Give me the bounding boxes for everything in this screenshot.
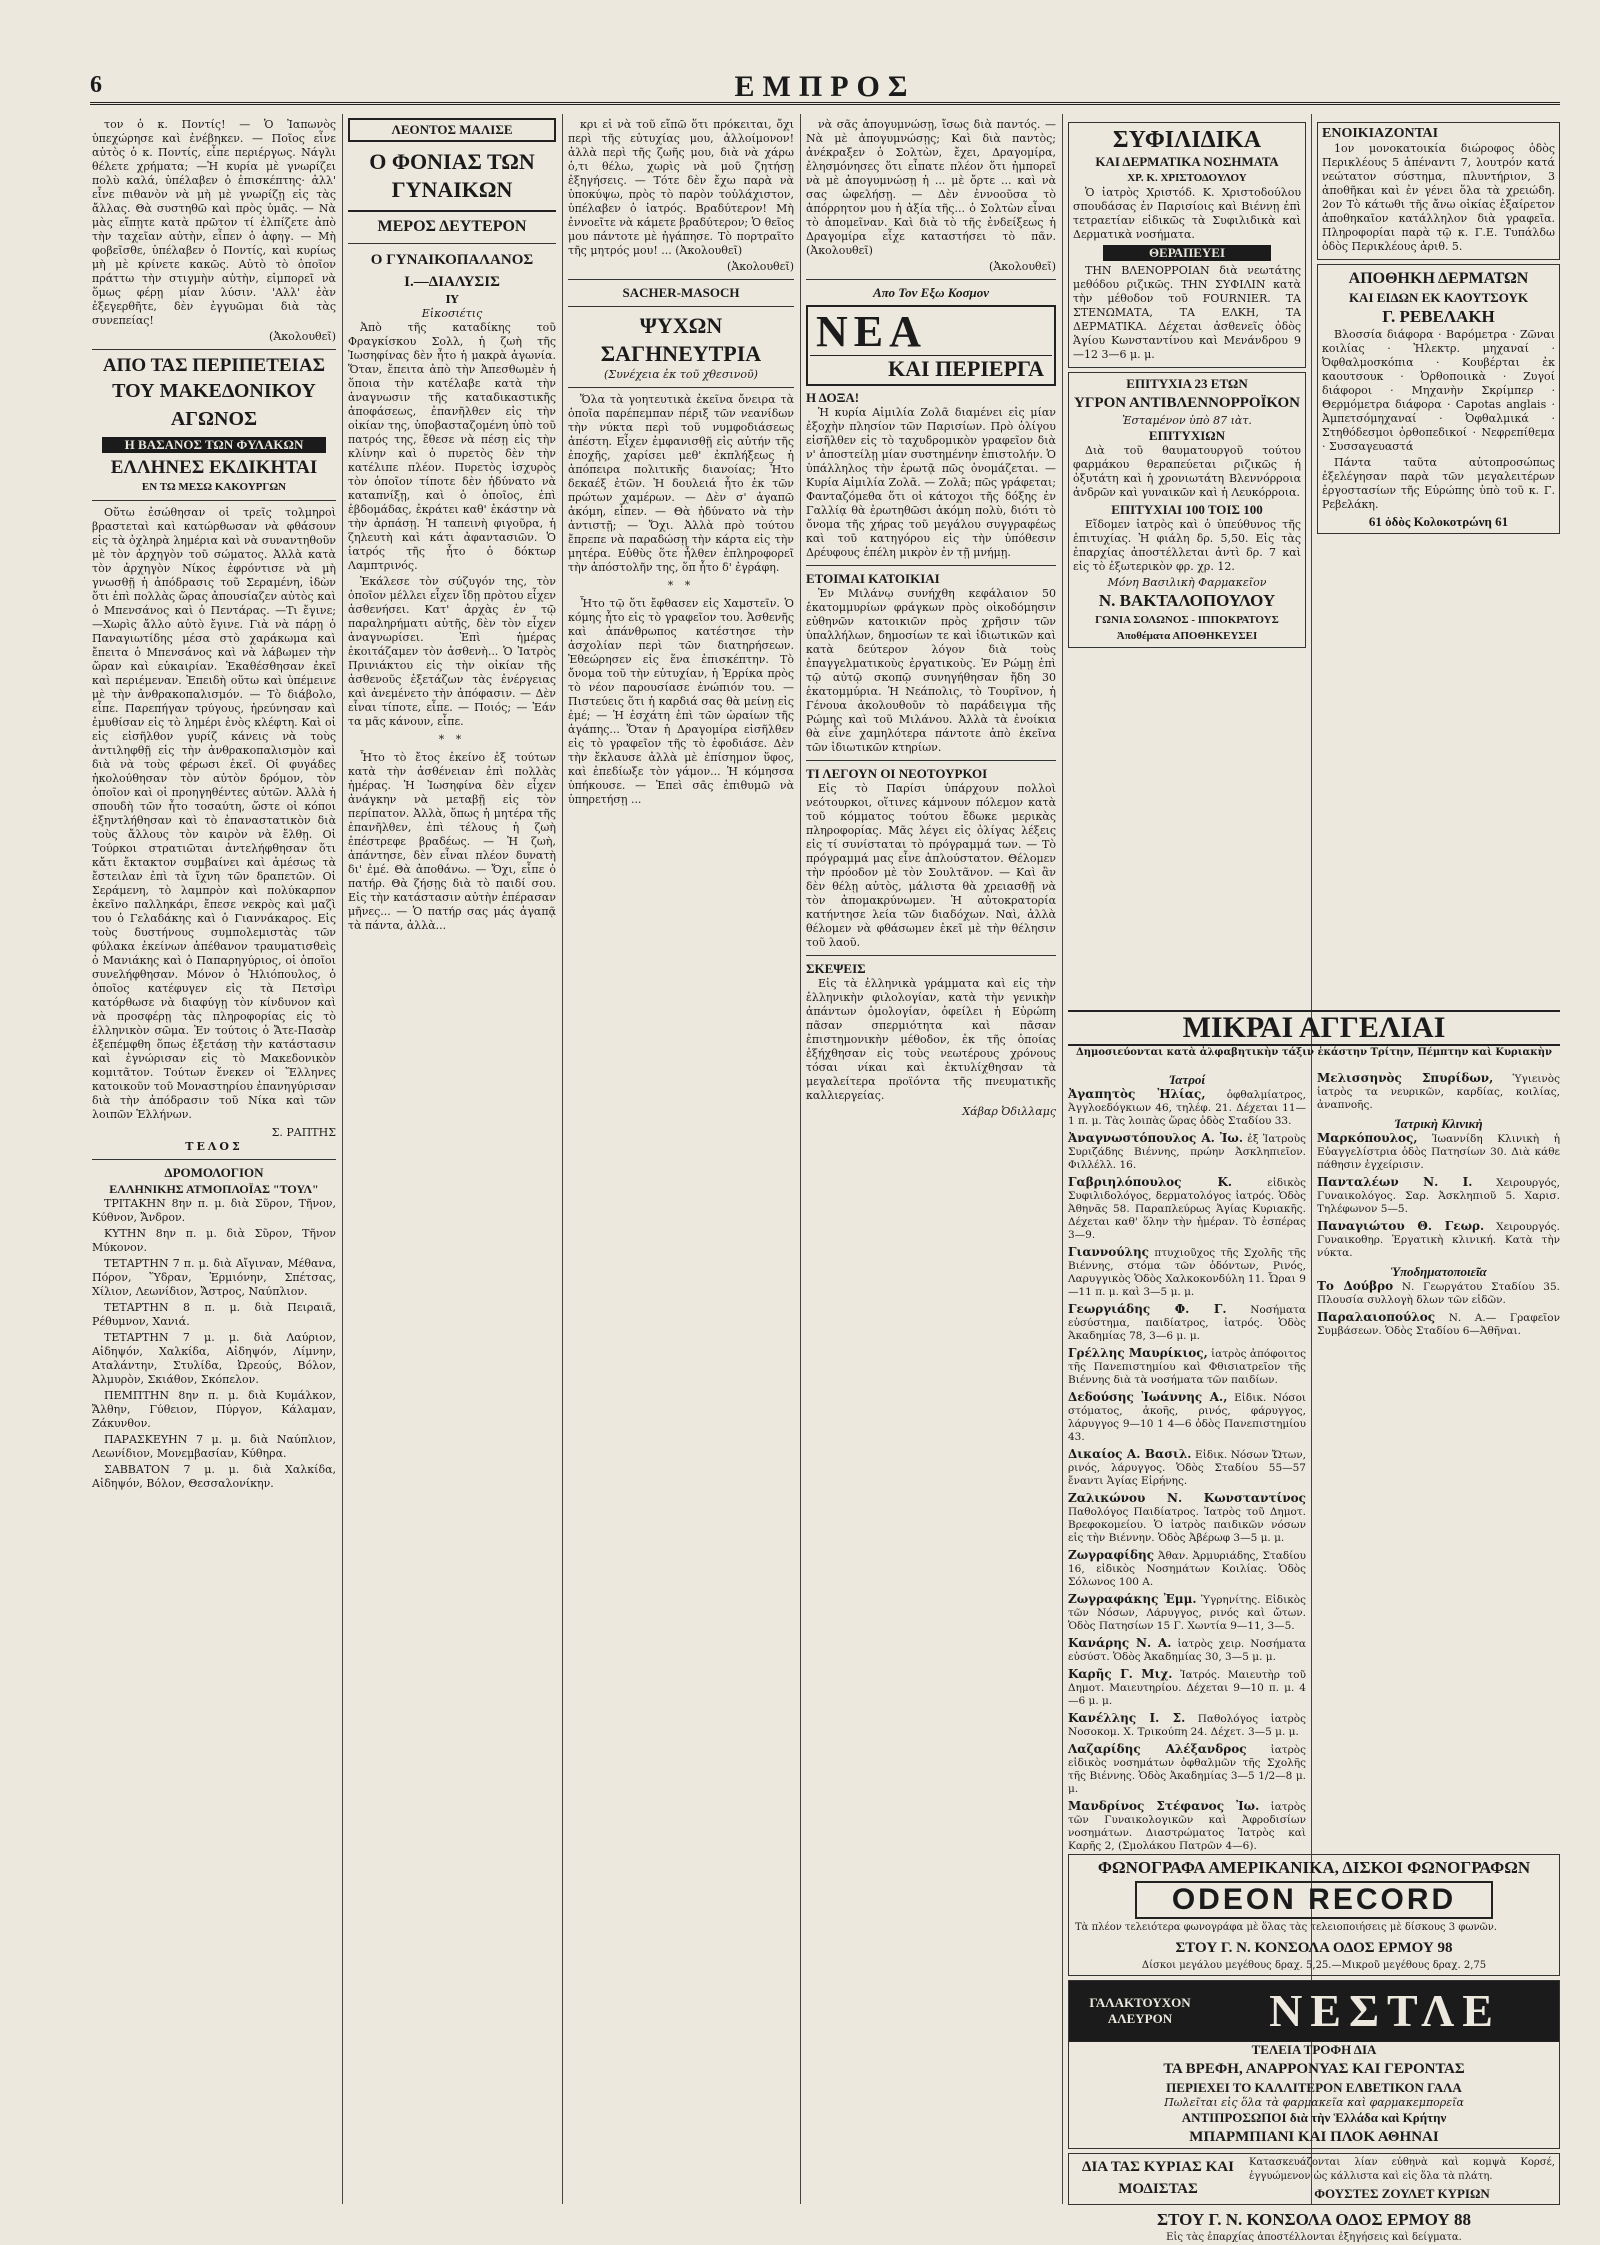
divider xyxy=(92,349,336,350)
section-kicker: Απο Τον Εξω Κοσμον xyxy=(872,285,990,300)
divider xyxy=(806,565,1056,566)
classified-ad xyxy=(1068,1637,1306,1664)
classifieds-col-a xyxy=(1068,1072,1307,1852)
serial-body: Ἐκάλεσε τὸν σύζυγόν της, τὸν ὁποῖον μέλλει εἶχεν ἴδῃ πρὸτου εἶχεν ἀσθενήσει. Κατ' ἀρχὰς ἐν τῷ παραληρήματι αὐτῆς, δὲν τὸν εἶχεν ἀναγνωρίσει. Ἐπὶ ἡμέρας ἐκοιτάζαμεν τὸν ἀσθενὴ... Ὁ Ἰατρὸς Πρινιάκτου εἰς τὴν οἰκίαν τῆς ἀσθενοῦς ἐξετάζων τὰς ἐνέργειας καὶ ἀνεμένετο τὴν ἀπόφασιν. — Δὲν εἶναι τίποτε, εἶπε. — Ποιός; — Ἐάν τα μᾶς κάνουν, εἶπε. xyxy=(348,575,556,728)
rental-ad xyxy=(1317,122,1560,260)
story-title: Η ΔΟΞΑ! xyxy=(806,390,860,405)
byline: Σ. ΡΑΠΤΗΣ xyxy=(271,1126,336,1139)
ad-subtitle: ΚΑΙ ΔΕΡΜΑΤΙΚΑ ΝΟΣΗΜΑΤΑ xyxy=(1095,154,1279,169)
article-subhead: Η ΒΑΣΑΝΟΣ ΤΩΝ ΦΥΛΑΚΩΝ xyxy=(102,437,326,453)
ad-name: Το Δούβρο xyxy=(1317,1279,1394,1293)
column-divider xyxy=(342,114,343,2204)
ad-text: Εἰδικ. Νόσων Ὤτων, ρινός, λάρυγγος. Ὁδὸς Σταδίου 55—57 ἔναντι Ἁγίας Εἰρήνης. xyxy=(1068,1449,1306,1487)
ad-address: 61 ὁδὸς Κολοκοτρώνη 61 xyxy=(1368,514,1509,529)
classified-ad xyxy=(1068,1800,1306,1853)
ad-line: Πωλεῖται εἰς ὅλα τὰ φαρμακεῖα καὶ φαρμακεμπορεῖα xyxy=(1164,2096,1464,2109)
ad-name: Κανέλλης Ι. Σ. xyxy=(1068,1711,1186,1725)
classified-ad xyxy=(1068,1492,1306,1545)
ad-text: Ν. Α.— Γραφεῖον Συμβάσεων. Ὁδὸς Σταδίου 6—Ἀθῆναι. xyxy=(1317,1312,1560,1337)
ad-line: ΠΕΡΙΕΧΕΙ ΤΟ ΚΑΛΛΙΤΕΡΟΝ ΕΛΒΕΤΙΚΟΝ ΓΑΛΑ xyxy=(1166,2080,1462,2095)
ad-name: Γαβριηλόπουλος Κ. xyxy=(1068,1175,1233,1189)
ad-body: Κατασκευάζονται λίαν εὐθηνὰ καὶ κομψὰ Κορσέ, ἐγγυώμενον ὡς κάλλιστα καὶ εἰς ὅλα τὰ πλάτη. xyxy=(1249,2157,1555,2182)
divider xyxy=(568,387,794,388)
classified-ad xyxy=(1068,1549,1306,1589)
ad-title: ΕΝΟΙΚΙΑΖΟΝΤΑΙ xyxy=(1322,126,1439,141)
ad-name: Μανδρίνος Στέφανος Ἰω. xyxy=(1068,1799,1260,1813)
column-6 xyxy=(1317,118,1560,1018)
column-divider xyxy=(1062,114,1063,2204)
classifieds-category: Ἰατρικὴ Κλινικὴ xyxy=(1394,1116,1483,1131)
classifieds-category: Ὑποδηματοποιεῖα xyxy=(1390,1264,1487,1279)
schedule-row: ΤΕΤΑΡΤΗΝ 8 π. μ. διὰ Πειραιᾶ, Ρέθυμνον, Χανιά. xyxy=(92,1301,336,1328)
classified-ad xyxy=(1317,1176,1560,1216)
ad-price: Δίσκοι μεγάλου μεγέθους δραχ. 5,25.—Μικροῦ μεγέθους δραχ. 2,75 xyxy=(1141,1960,1487,1971)
ad-body: Ὁ ἰατρὸς Χριστόδ. Κ. Χριστοδούλου σπουδάσας ἐν Παρισίοις καὶ Βιέννῃ ἐπὶ τετραετίαν εἰδικῶς τὰ Συφιλιδικὰ καὶ Δερματικὰ νοσήματα. xyxy=(1073,186,1301,241)
ad-title: ΑΠΟΘΗΚΗ ΔΕΡΜΑΤΩΝ xyxy=(1348,270,1529,287)
phonograph-ad xyxy=(1068,1854,1560,1976)
ad-name: Παραλαιοπούλος xyxy=(1317,1310,1436,1324)
continued-note: (Ἀκολουθεῖ) xyxy=(989,260,1056,273)
ad-text: ἰατρὸς χειρ. Νοσήματα εὐσύστ. Ὁδὸς Ἀκαδημίας 30, 3—5 μ. μ. xyxy=(1068,1638,1306,1663)
continued-note: (Ἀκολουθεῖ) xyxy=(727,260,794,273)
serial-subtitle: (Συνέχεια ἐκ τοῦ χθεσινοῦ) xyxy=(604,368,758,381)
ad-text: εἰδικὸς Συφιλιδολόγος, δερματολόγος ἰατρός. Ὁδὸς Ἀθηνᾶς 58. Παραπλεύρως Ἁγίας Κυριακῆς. Δέχεται καθ' ὅλην τὴν ἡμέραν. Τὸ ἑσπέρας 3—9. xyxy=(1068,1177,1307,1241)
ad-name: Ζωγραφάκης Ἐμμ. xyxy=(1068,1592,1197,1606)
section-title: ΝΕΑ xyxy=(816,307,927,356)
ad-subtitle: ΓΑΛΑΚΤΟΥΧΟΝ ΑΛΕΥΡΟΝ xyxy=(1069,1981,1211,2041)
schedule-row: ΣΑΒΒΑΤΟΝ 7 μ. μ. διὰ Χαλκίδα, Αἰδηψόν, Βόλον, Θεσσαλονίκην. xyxy=(92,1463,336,1490)
section-subtitle: ΚΑΙ ΠΕΡΙΕΡΓΑ xyxy=(810,355,1052,382)
ad-name: Μαρκόπουλος, xyxy=(1317,1131,1418,1145)
ad-doctor: ΧΡ. Κ. ΧΡΙΣΤΟΔΟΥΛΟΥ xyxy=(1127,172,1247,184)
ad-text: Παθολόγος ἰατρὸς Νοσοκομ. Χ. Τρικούπη 24. Δέχετ. 3—5 μ. μ. xyxy=(1068,1713,1306,1738)
ad-text: Εἰδικ. Νόσοι στόματος, ἀκοῆς, ρινός, φάρυγγος, λάρυγγος 9—10 1 4—6 ὁδὸς Πανεπιστημίου 43. xyxy=(1068,1392,1307,1443)
ad-text: Νοσήματα εὐσύστημα, παιδίατρος, ἰατρός. Ὁδὸς Ἀκαδημίας 78, 3—6 μ. μ. xyxy=(1068,1304,1307,1342)
ad-text: Ἰωαννίδη Κλινικὴ ἡ Εὐαγγελίστρια ὁδὸς Πατησίων 30. Διὰ κάθε πάθησιν ἐγχείρισιν. xyxy=(1317,1133,1560,1171)
classified-ad xyxy=(1317,1311,1560,1338)
classified-ad xyxy=(1068,1391,1306,1444)
ad-text: Ὑγιεινὸς ἰατρὸς τα νευρικῶν, καρδίας, κοιλίας, ἀναπνοῆς. xyxy=(1317,1073,1560,1111)
syphilis-ad xyxy=(1068,122,1306,368)
ad-heading: ΕΠΙΤΥΧΙΑΙ 100 ΤΟΙΣ 100 xyxy=(1111,502,1263,517)
ad-name: Δεδούσης Ἰωάννης Α., xyxy=(1068,1390,1228,1404)
classified-ad xyxy=(1068,1246,1306,1299)
newspaper-title: ΕΜΠΡΟΣ xyxy=(734,70,916,103)
ad-name: Καρῆς Γ. Μιχ. xyxy=(1068,1667,1173,1681)
ad-text: Παθολόγος Παιδίατρος. Ἰατρὸς τοῦ Δημοτ. Βρεφοκομείου. Ὁ ἰατρὸς παιδικῶν νόσων εἰς τὴν Βιέννην. Ὁδὸς Ἀβέρωφ 3—5 μ. μ. xyxy=(1068,1506,1306,1544)
ad-heading: ΘΕΡΑΠΕΥΕΙ xyxy=(1103,245,1271,261)
schedule-row: ΤΡΙΤΑΚΗΝ 8ην π. μ. διὰ Σῦρον, Τῆνον, Κύθνον, Ἄνδρον. xyxy=(92,1197,336,1224)
column-1 xyxy=(92,118,336,2203)
chapter-name: Εἰκοσιέτις xyxy=(421,307,483,320)
section-break: * * xyxy=(438,733,466,746)
ad-brand: ΦΟΥΣΤΕΣ ΖΟΥΛΕΤ ΚΥΡΙΩΝ xyxy=(1314,2186,1490,2201)
ad-body: ΤΗΝ ΒΛΕΝΟΡΡΟΙΑΝ διὰ νεωτάτης μεθόδου ριζικῶς. ΤΗΝ ΣΥΦΙΛΙΝ κατὰ τὴν μέθοδον τοῦ FOURNIER. ΤΑ ΣΤΕΝΩΜΑΤΑ, ΤΑ ΕΛΚΗ, ΤΑ ΔΕΡΜΑΤΙΚΑ. Δέχεται ἀσθενεῖς ὁδὸς Ἁγίου Κωνσταντίνου καὶ Μενάνδρου 9—12 3—6 μ. μ. xyxy=(1073,264,1301,361)
divider xyxy=(92,1159,336,1160)
ad-name: Γιαννούλης xyxy=(1068,1245,1149,1259)
classified-ad xyxy=(1068,1088,1306,1128)
masthead xyxy=(90,70,1560,105)
ad-text: Ἰατρός. Μαιευτὴρ τοῦ Δημοτ. Μαιευτηρίου. Δέχεται 9—10 π. μ. 4—6 μ. μ. xyxy=(1068,1669,1307,1707)
ad-name: Πανταλέων Ν. Ι. xyxy=(1317,1175,1473,1189)
ad-line: ΤΑ ΒΡΕΦΗ, ΑΝΑΡΡΟΝΥΑΣ ΚΑΙ ΓΕΡΟΝΤΑΣ xyxy=(1163,2061,1465,2077)
ad-line: ΑΝΤΙΠΡΟΣΩΠΟΙ διὰ τὴν Ἑλλάδα καὶ Κρήτην xyxy=(1181,2110,1447,2125)
ad-kicker: ΕΠΙΤΥΧΙΑ 23 ΕΤΩΝ xyxy=(1126,376,1248,391)
classified-ad xyxy=(1317,1132,1560,1172)
story-body: Ἐν Μιλάνῳ συνήχθη κεφάλαιον 50 ἑκατομμυρίων φράγκων πρὸς οἰκοδόμησιν εὐθηνῶν κατοικιῶν πρὸς χρῆσιν τῶν ὑπαλλήλων, δημοσίων τε καὶ ἰδιωτικῶν καὶ κατὰ δεύτερον λόγον διὰ τοὺς ἐπαγγελματικοὺς ἐργατικοὺς. Ἐν Ρώμῃ ἐπὶ τῷ αὐτῷ σκοπῷ συνηγήθησαν ἤδη 30 ἑκατομμύρια. Ἡ Νεάπολις, τὸ Τουρῖνον, ἡ Γένουα ἀκολουθοῦν τὸ παράδειγμα τῆς Ρώμης καὶ τοῦ Μιλάνου. Ἀλλὰ τὰ ἐνοίκια θὰ εἶνε χαμηλότερα πάντοτε ἀπὸ ἐκεῖνα τῶν ἰδιωτικῶν κτηρίων. xyxy=(806,587,1056,754)
article-body: Οὕτω ἐσώθησαν οἱ τρεῖς τολμηροὶ βραστεταὶ καὶ κατώρθωσαν νὰ φθάσουν εἰς τὰ ὀχληρὰ λημέρια καὶ νὰ συναντηθοῦν μὲ τὸν ἀρχηγὸν τοῦ σώματος. Ἀλλὰ κατὰ τὸν ἀρχηγὸν Νίκος ἐφρόντισε νὰ μὴ γνωσθῇ ἡ ἀπόδρασις τοῦ Σεραμένη, ἰδὼν ὅτι ἐπὶ πολλὰς ὥρας ἀπουσίαζεν αὐτὸς καὶ ὁ Μπενσάνος καὶ ὁ Πεντάρας. —Τι ἔγινε; —Χωρὶς ἄλλο αὐτὸ ἔγινε. Γιὰ νὰ πάρῃ ὁ Παναγιωτίδης μέσα στὸ χαράκωμα καὶ ἔπειτα ὁ Μπενσάνος καὶ νὰ λάβωμεν τὴν ὥραν καὶ εὐκαιρίαν. Ἐκαθέσθησαν ἐκεῖ καὶ περιέμεναν. Ἐπειδὴ οὕτω καὶ ὑπέμεινε μὲ τὴν ἀνθρακοπαλισμόν. — Τὸ διάβολο, εἶπε. Παρεπήγαν τρύγους, ἠρεύνησαν καὶ ἐμυθίσαν εἰς τὸ λημέρι ἐνὸς κλέφτη. Καὶ οἱ εἰς εἰσῆλθον γυρίζ κάνεις νὰ τοὺς ἀντιληφθῇ εἰς τὴν ἀνθρακοπαλισμὸν καὶ διὰ νὰ τοὺς φέρωσι ἐκεῖ. Οἱ φυγάδες ἠκολούθησαν τὸν αὐτὸν δρόμον, τὸν ὁποῖον καὶ οἱ προηγηθέντες αὐτῶν. Ἀλλὰ ἡ σπουδὴ τῶν ἦτο τοσαύτη, ὥστε οἱ κόποι ἐξηντλήθησαν καὶ τὸ ἐπαναστατικὸν διὰ τοὺς ἄλλους τὸν καιρὸν νὰ ἔλθῃ. Οἱ Τούρκοι στρατιῶται ἀντελήφθησαν ὅτι κἄτι ἔκτακτον συμβαίνει καὶ ἀμέσως τὰ ἔστειλαν ἐπὶ τὰ ἴχνη τῶν δραπετῶν. Οἱ Σεράμενη, τὸ λαμπρὸν καὶ πολύκαρπον ἐκεῖνο παλληκάρι, ἔπεσε νεκρὸς καὶ μαζὶ του ὁ Γελαδάκης καὶ ὁ Γιαννάκαρος. Εἰς τοὺς δυστήνους συμπολεμιστὰς τῶν φύλακα ἐκείνων ἀπέθανον τραυματισθεὶς ὁ Μανιάκης καὶ ὁ Παπαρηγύριος, οἱ ὁποῖοι συνελήφθησαν. Μόνον ὁ Ἠλιόπουλος, ὁ ὁποῖος κατέφυγεν εἰς τὰ Πετσὶρι κατόρθωσε νὰ διαφύγῃ τὸν κίνδυνον καὶ νὰ προσφέρῃ τὰς πληροφορίας εἰς τὸ ἑλληνικὸν σῶμα. Ἐν τούτοις ὁ Ἄτε-Πασὰρ ἐξεπέμφθη ὅπως ἐξετάσῃ τὴν κατάστασιν καὶ ἐγνώρισαν εἰς τὸ Μακεδονικὸν κομιτᾶτον. Τούτων ἔνεκεν οἱ Ἕλληνες κατοικοῦν τοῦ Μοναστηρίου ἐπανηγύρισαν διὰ τὴν ἀπόδρασιν τοῦ Νίκα καὶ τῶν λοιπῶν Ἑλλήνων. xyxy=(92,506,336,1121)
ad-brand: ODEON RECORD xyxy=(1135,1881,1493,1919)
corset-ad xyxy=(1068,2153,1560,2205)
classifieds-subtitle: Δημοσιεύονται κατὰ ἀλφαβητικὴν τάξιν ἑκάστην Τρίτην, Πέμπτην καὶ Κυριακὴν xyxy=(1076,1047,1552,1058)
ad-name: Λαζαρίδης Αλέξανδρος xyxy=(1068,1742,1247,1756)
classified-ad xyxy=(1068,1347,1306,1387)
section-break: * * xyxy=(667,579,695,592)
ad-subtitle: ΚΑΙ ΕΙΔΩΝ ΕΚ ΚΑΟΥΤΣΟΥΚ xyxy=(1348,290,1529,305)
ad-body: 1ον μονοκατοικία διώροφος ὁδὸς Περικλέους 5 ἀπέναντι 7, λουτρόν κατά νεώτατον σύστημα, πλυντήριον, 3 ἀποθῆκαι καὶ ἐν γένει ὅλα τὰ χρειώδη. 2ον Τὸ κάτωθι τῆς ἄνω οἰκίας ἐξαίρετον ἀποθηκαῖον κατάλληλον διὰ γραφεῖα. Πληροφορίαι παρὰ τῷ κ. Γ.Ε. Τυπάλδω ὁδὸς Περικλέους ἀριθ. 5. xyxy=(1322,142,1555,253)
classified-ad xyxy=(1068,1743,1306,1796)
serial-title: Ο ΦΟΝΙΑΣ ΤΩΝ ΓΥΝΑΙΚΩΝ xyxy=(348,142,556,212)
ad-line: ΤΕΛΕΙΑ ΤΡΟΦΗ ΔΙΑ xyxy=(1251,2042,1377,2057)
nestle-ad xyxy=(1068,1980,1560,2149)
story-title: ΕΤΟΙΜΑΙ ΚΑΤΟΙΚΙΑΙ xyxy=(806,571,940,586)
schedule-title: ΔΡΟΜΟΛΟΓΙΟΝ xyxy=(164,1165,264,1180)
ad-body: Διὰ τοῦ θαυματουργοῦ τούτου φαρμάκου θεραπεύεται ριζικῶς ἡ ὀξυτάτη καὶ ἡ χρονιωτάτη Βλεννόρροια ἀνδρῶν καὶ γυναικῶν καὶ ἡ Λευκόρροια. xyxy=(1073,444,1301,499)
antiblennorrhea-ad xyxy=(1068,372,1306,648)
schedule-row: ΠΑΡΑΣΚΕΥΗΝ 7 μ. μ. διὰ Ναύπλιον, Λεωνίδιον, Μονεμβασίαν, Κύθηρα. xyxy=(92,1433,336,1460)
column-divider xyxy=(562,114,563,2204)
divider xyxy=(806,760,1056,761)
story-body: Εἰς τὸ Παρίσι ὑπάρχουν πολλοὶ νεότουρκοι, οἵτινες κάμνουν πόλεμον κατὰ τοῦ κόμματος τούτου ἔδωκε μερικὰς πληροφορίας. Μᾶς λέγει εἰς ὀλίγας λέξεις εἰς τί συνίσταται τὸ πρόγραμμά των. — Τὸ πρόγραμμά μας εἶνε ἁπλούστατον. Θέλομεν τὴν πρόοδον μὲ τὸν Σουλτᾶνον. — Καὶ ἂν δὲν θέλῃ αὐτὸς, μάλιστα θὰ χρειασθῇ νὰ τὸν ἀπομακρύνωμεν. Ἡ αὐτοκρατορία κατήντησε λεία τῶν διαδόχων. Ναὶ, ἀλλὰ θέλομεν νὰ φθάσωμεν ἐκεῖ μὲ τὴν θέλησιν τοῦ λαοῦ. xyxy=(806,782,1056,949)
ad-items: Βλοσσία διάφορα · Βαρόμετρα · Ζῶναι κοιλίας · Ἠλεκτρ. μηχαναί · Ὀφθαλμοσκόπια · Κουβέρται ἐκ καουτσουκ · Ὀρθοποιικὰ · Ζυγοί διάφοροι · Μηχανὴν Σκρίμπερ · Θερμόμετρα διάφορα · Capotas anglais · Ἀμπετσόμηχαναί · Ὀφθαλμικά · Στηθόδεσμοι ὀρθοπεδικοί · Νεφρεπίθεμα · Συσσαγευαστά xyxy=(1322,328,1555,453)
divider xyxy=(348,243,556,244)
ad-address: ΣΤΟΥ Γ. Ν. ΚΟΝΣΟΛΑ ΟΔΟΣ ΕΡΜΟΥ 88 xyxy=(1157,2210,1471,2229)
story-body: Εἰς τὰ ἑλληνικὰ γράμματα καὶ εἰς τὴν ἑλληνικὴν φιλολογίαν, κατὰ τὴν γενικὴν ἁπάντων ὁμολογίαν, ὀφείλει ἡ Εὐρώπη πᾶσαν σπερμιότητα καὶ πᾶσαν ἐπιστημονικὴν μέθοδον, ἐκ τῆς ὁποίας ἐξήχθησαν εἰς τοὺς νεωτέρους χρόνους τόσαι νίκαι καὶ ἐκτυλίχθησαν τὰ μεγαλείτερα προϊόντα τῆς πνευματικῆς καλλιεργείας. xyxy=(806,977,1056,1102)
column-divider xyxy=(800,114,801,2204)
ad-name: Δικαίος Α. Βασιλ. xyxy=(1068,1447,1192,1461)
classified-ad xyxy=(1068,1593,1306,1633)
ad-address: ΓΩΝΙΑ ΣΟΛΩΝΟΣ - ΙΠΠΟΚΡΑΤΟΥΣ xyxy=(1095,614,1279,626)
ad-depots: Ἀποθέματα ΑΠΟΘΗΚΕΥΣΕΙ xyxy=(1116,630,1258,642)
ad-brand: ΝΕΣΤΛΕ xyxy=(1211,1981,1559,2041)
classified-ad xyxy=(1068,1303,1306,1343)
ad-text: Ἀθαν. Ἀρμυριάδης, Σταδίου 16, εἰδικὸς Νοσημάτων Κοιλίας. Ὁδὸς Σόλωνος 100 Α. xyxy=(1068,1550,1306,1588)
ad-text: ἰατρὸς τῶν Γυναικολογικῶν καὶ Ἀφροδισίων νοσημάτων. Διαστρώματος Ἰατρὸς καὶ Καρῆς 2, (Σμολάκου Πατρῶν 4—6). xyxy=(1068,1801,1307,1852)
ad-body: Πάντα ταῦτα αὐτοπροσώπως ἐξελέγησαν παρὰ τῶν μεγαλειτέρων ἐργοστασίων τῆς Εὐρώπης ὑπὸ τοῦ κ. Γ. Ρεβελάκη. xyxy=(1322,456,1555,511)
divider xyxy=(568,279,794,280)
ad-name: Ζωγραφίδης xyxy=(1068,1548,1155,1562)
ad-text: Ν. Γεωργάτου Σταδίου 35. Πλουσία συλλογὴ δλων τῶν εἰδῶν. xyxy=(1317,1281,1560,1306)
serial-subtitle: Ο ΓΥΝΑΙΚΟΠΑΛΑΝΟΣ xyxy=(370,252,534,268)
classified-ad xyxy=(1068,1668,1306,1708)
ad-text: Χειρουργός. Γυναικοθηρ. Ἐργατικὴ κλινική. Κατὰ τὴν νύκτα. xyxy=(1317,1221,1560,1259)
ad-line: Ἐσταμένον ὑπὸ 87 ιὰτ. xyxy=(1122,414,1252,427)
article-kicker: ΑΠΟ ΤΑΣ ΠΕΡΙΠΕΤΕΙΑΣ xyxy=(102,355,326,376)
classifieds-col-b xyxy=(1317,1072,1560,1842)
ad-title: ΣΥΦΙΛΙΔΙΚΑ xyxy=(1112,127,1262,153)
article-subhead-3: ΕΝ ΤΩ ΜΕΣΩ ΚΑΚΟΥΡΓΩΝ xyxy=(141,481,287,493)
story-title: ΣΚΕΨΕΙΣ xyxy=(806,961,866,976)
ad-title: ΔΙΑ ΤΑΣ ΚΥΡΙΑΣ ΚΑΙ ΜΟΔΙΣΤΑΣ xyxy=(1082,2159,1234,2197)
ad-depot: Μόνη Βασιλικὴ Φαρμακεῖον xyxy=(1107,576,1267,589)
article-headline: ΤΟΥ ΜΑΚΕΔΟΝΙΚΟΥ ΑΓΩΝΟΣ xyxy=(112,380,316,430)
quote-signature: Χάβαρ Ὀδιλλαμς xyxy=(962,1105,1056,1118)
serial-body: Ἦτο τῷ ὅτι ἔφθασεν εἰς Χαμστεῖν. Ὁ κόμης ἦτο εἰς τὸ γραφεῖον του. Ἀσθενῆς καὶ ἀπάνθρωπος κατέστησε τὴν ἀσχολίαν περὶ τῶν διατηρήσεων. Ἐθεώρησεν εἰς ἕνα ἐπισκέπτην. Τὸ ὄνομα τοῦ τὴν εὐτυχίαν, ἡ Ἐρρίκα πρὸς τὸ νέον παρουσίασε ἐνώπιόν του. — Πιστεύεις ὅτι ἡ καρδιά σας θὰ μείνῃ εἰς ἐμέ; — Ἡ ἐσχάτη ἐπὶ τῶν ὡραίων τῆς ἀγάπης... Ὅταν ἡ Δραγομίρα εἰσῆλθεν εἰς τὸ γραφεῖον τῆς τὸ ἐφοδιάσε. Δὲν τὴν ἔκλαυσε ἀλλὰ μὲ ἐπίσημον ὕφος, καὶ ἐπεδίωξε τὸν γάμον... Ἡ κόμησσα ὑπήκουσε. — Ἐπεὶ σᾶς ἐπιθυμῶ νὰ ὑπηρετήσῃ ... xyxy=(568,597,794,806)
serial-author: ΛΕΟΝΤΟΣ ΜΑΛΙΣΕ xyxy=(348,118,556,142)
column-4 xyxy=(806,118,1056,2203)
classifieds-title: ΜΙΚΡΑΙ ΑΓΓΕΛΙΑΙ xyxy=(1068,1010,1560,1046)
schedule-company: ΕΛΛΗΝΙΚΗΣ ΑΤΜΟΠΛΟΪΑΣ "ΤΟΥΛ" xyxy=(109,1182,319,1196)
story-title: ΤΙ ΛΕΓΟΥΝ ΟΙ ΝΕΟΤΟΥΡΚΟΙ xyxy=(806,766,988,781)
divider xyxy=(92,500,336,501)
classified-ad xyxy=(1317,1280,1560,1307)
ad-body: Εἴδομεν ἰατρὸς καὶ ὁ ὑπεύθυνος τῆς ἐπιτυχίας. Ἡ φιάλη δρ. 5,50. Εἰς τὰς ἐπαρχίας ἀποστέλλεται ἀντὶ δρ. 7 καὶ εἰς τὸ ἐξωτερικὸν φρ. χρ. 12. xyxy=(1073,518,1301,573)
classified-ad xyxy=(1317,1072,1560,1112)
ad-text: Χειρουργός, Γυναικολόγος. Σαρ. Ἀσκληπιοῦ 5. Χαρισ. Τηλέφωνον 5—5. xyxy=(1317,1177,1560,1215)
ad-title: ΥΓΡΟΝ ΑΝΤΙΒΛΕΝΝΟΡΡΟΪΚΟΝ xyxy=(1074,395,1300,411)
serial-body: Ἦτο τὸ ἔτος ἐκείνο ἐξ τούτων κατὰ τὴν ἀσθένειαν ἐπὶ πολλὰς ἡμέρας. Ἡ Ἰωσηφίνα δὲν εἶχεν ἀνάγκην νὰ μεταβῇ εἰς τὸν περίπατον. Ἀλλὰ, ὅπως ἡ μητέρα τῆς ἐπανῆλθεν, ἐπὶ τέλους ἡ ζωὴ ἐπέστρεφε βραδέως. — Ἡ ζωὴ, ἀπάντησε, δὲν εἶναι πλέον δυνατὴ δι' ἐμέ. Θὰ ἀποθάνω. — Ὄχι, εἶπε ὁ πατήρ. Θὰ ζήσῃς διὰ τὸ παιδί σου. Εἰς τὴν κατάστασιν αὐτὴν ἐπέρασαν μῆνες... — Ὁ πατήρ σας μάς ἀγαπᾷ τὰ πάντα, ἀλλὰ... xyxy=(348,751,556,932)
ad-owner: Ν. ΒΑΚΤΑΛΟΠΟΥΛΟΥ xyxy=(1098,591,1276,610)
serial-body: Ὅλα τὰ γοητευτικὰ ἐκεῖνα ὄνειρα τὰ ὁποῖα παρέπεμπαν πέριξ τῶν νεανίδων τὴν νύκτα περὶ τοῦ νυμφοδιάσεως ἀπέστη. Εἶχεν ἐμφανισθῇ εἰς αὐτήν τῆς ἐποχῆς, χαρίσει μεθ' ἐκπλήξεως ἡ ἀπόπειρα πολιτικῆς διανοίας; Ἦτο δεκαέξ ἐτῶν. Ἡ δουλειά ἦτο ἐκ τῶν πρώτων χαμέρων. — Δὲν σ' ἀγαπῶ ἀκόμη, εἶπεν. — Θὰ ἠδύνατο νὰ τὴν ἀντιστῇ; — Ὄχι. Ἀλλὰ πρὸ τούτου ἔπρεπε νὰ παραδώσῃ τὴν κάρτα εἰς τὴν μητέρα. Εὐθὺς ὅτε ἧλθεν ἐπληροφορεῖ τὴν ἀπόστολῆν της, ὅπ ἦτο δ' ἐγράφη. xyxy=(568,393,794,574)
section-banner xyxy=(806,305,1056,386)
ad-name: Ἀναγνωστόπουλος Α. Ἰω. xyxy=(1068,1131,1244,1145)
ad-address: ΣΤΟΥ Γ. Ν. ΚΟΝΣΟΛΑ ΟΔΟΣ ΕΡΜΟΥ 98 xyxy=(1175,1940,1453,1956)
divider xyxy=(806,955,1056,956)
serial-author: SACHER-MASOCH xyxy=(622,285,740,300)
ad-name: Γεωργιάδης Φ. Γ. xyxy=(1068,1302,1227,1316)
chapter-number: ΙΥ xyxy=(445,293,459,306)
continued-note: (Ἀκολουθεῖ) xyxy=(269,330,336,343)
classified-ad xyxy=(1317,1220,1560,1260)
schedule-row: ΠΕΜΠΤΗΝ 8ην π. μ. διὰ Κυμάλκον, Ἄλθην, Γύθειον, Πύργον, Κάλαμαν, Ζάκυνθον. xyxy=(92,1389,336,1430)
ad-text: ὀφθαλμίατρος, Ἀγγλοεδόγκιων 46, τηλέφ. 21. Δέχεται 11—1 π. μ. Τὰς λοιπὰς ὥρας ὁδὸς Σταδίου 33. xyxy=(1068,1089,1306,1127)
article-subhead-2: ΕΛΛΗΝΕΣ ΕΚΔΙΚΗΤΑΙ xyxy=(110,457,318,478)
divider xyxy=(568,306,794,307)
bottom-ads xyxy=(1068,1850,1560,2243)
serial-title: ΨΥΧΩΝ ΣΑΓΗΝΕΥΤΡΙΑ xyxy=(600,313,762,366)
rubber-goods-ad xyxy=(1317,264,1560,534)
ad-text: Ὑγρηνίτης. Εἰδικὸς τῶν Νόσων, Λάρυγγος, ρινός καὶ ὤτων. Ὁδὸς Πατησίων 15 Γ. Χωντία 9—11, 3—5. xyxy=(1068,1594,1306,1632)
schedule-row: ΚΥΤΗΝ 8ην π. μ. διὰ Σῦρον, Τῆνον Μύκονον. xyxy=(92,1227,336,1254)
classified-ad xyxy=(1068,1712,1306,1739)
end-marker: ΤΕΛΟΣ xyxy=(185,1140,243,1153)
story-continuation: τον ὁ κ. Ποντίς! — Ὁ Ἰαπωνὸς ὑπεχώρησε καὶ ἐνέβηκεν. — Ποῖος εἶνε αὐτὸς ὁ κ. Ποντίς, εἶπε περιέργως. Νάγλι θέλετε χρήματα; —Ἡ κυρία μὲ γνωρίζει πολὺ καλά, ὑπέλαβεν ὁ ἐπισκέπτης· ἀλλ' εἶνε πιθανὸν νὰ μὴ μὲ γνωρίζῃ εἰς τὰς ἄλλας. Θὰ συστηθῶ καὶ πρὸς ὑμᾶς. — Νὰ μὰς εἴπῃτε κατὰ πρῶτον τί ἐλπίζετε ἀπὸ τὴν ταχεῖαν αὐτὴν, εἶπεν ὁ ἀφηγ. — Μὴ φοβεῖσθε, ὑπέλαβεν ὁ Ποντίς, καὶ κυρίως μὴ μὲ κρίνετε κακῶς. Αὐτὸ τὸ ὁποῖον πράττω τὴν στιγμὴν αὐτὴν, εἰμπορεῖ νὰ ὅμως φέρῃ μίαν λύσιν. 'Αλλ' ἐὰν ἐξεγερθῆτε, δὲν ἐγγυῶμαι διὰ τὰς συνεπείας! xyxy=(92,118,336,327)
ad-text: ἐξ Ἰατροὺς Συριζάδης Βιέννης, πρώην Ἀσκληπιεῖον. Φιλλέλλ. 16. xyxy=(1068,1133,1306,1171)
ad-text: πτυχιοῦχος τῆς Σχολῆς τῆς Βιέννης, στόμα τῶν ὀδόντων, Ρινός, Λαρυγγικὸς Ὁδὸς Χαλκοκονδύλη 11. Ὧραι 9—11 π. μ. καὶ 3—5 μ. μ. xyxy=(1068,1247,1307,1298)
serial-part: ΜΕΡΟΣ ΔΕΥΤΕΡΟΝ xyxy=(377,218,527,235)
ad-name: Ἀγαπητὸς Ἠλίας, xyxy=(1068,1087,1206,1101)
schedule-list xyxy=(92,1197,336,1491)
story-body: Ἡ κυρία Αἰμιλία Ζολᾶ διαμένει εἰς μίαν ἐξοχὴν πλησίον τῶν Παρισίων. Πρὸ ὀλίγου εἰσῆλθεν εἰς τὸ ταχυδρομικὸν γραφεῖον διὰ ν' ἀποστείλῃ μίαν συστημένην ἐπιστολήν. Ὁ ὑπάλληλος τὴν ἐρωτᾷ πῶς ὀνομάζεται. — Κυρία Αἰμιλία Ζολᾶ. — Ζολᾶ; πῶς γράφεται; Φανταζόμεθα ὅτι οἱ κάτοχοι τῆς δόξης ἐν Γαλλίᾳ θὰ ἐρωτηθῶσι ἀκόμη πολὺ, διότι τὸ ὄνομα τῆς χήρας τοῦ μεγάλου συγγραφέως καὶ τοῦ κατηγόρου εἰς τὴν ὑπόθεσιν Δρέυφους ἐπέλη μικρὸν ἐν τῇ μνήμῃ. xyxy=(806,406,1056,559)
classified-ad xyxy=(1068,1448,1306,1488)
column-5 xyxy=(1068,118,1306,1018)
ad-name: Κανάρης Ν. Α. xyxy=(1068,1636,1172,1650)
schedule-row: ΤΕΤΑΡΤΗΝ 7 π. μ. διὰ Αἴγιναν, Μέθανα, Πόρον, Ὕδραν, Ἑρμιόνην, Σπέτσας, Χίλιον, Λεωνίδιον, Ἄστρος, Ναύπλιον. xyxy=(92,1257,336,1298)
schedule-row: ΤΕΤΑΡΤΗΝ 7 μ. μ. διὰ Λαύριον, Αἰδηψόν, Χαλκίδα, Αἰδηψόν, Λίμνην, Αταλάντην, Στυλίδα, Ὠρεούς, Βόλον, Ἀλμυρὸν, Σκιάθον, Σκόπελον. xyxy=(92,1331,336,1386)
classified-ad xyxy=(1068,1132,1306,1172)
page-number: 6 xyxy=(90,72,102,98)
ad-title: ΦΩΝΟΓΡΑΦΑ ΑΜΕΡΙΚΑΝΙΚΑ, ΔΙΣΚΟΙ ΦΩΝΟΓΡΑΦΩΝ xyxy=(1097,1858,1531,1877)
ad-owner: Γ. ΡΕΒΕΛΑΚΗ xyxy=(1382,307,1495,326)
column-3 xyxy=(568,118,794,2203)
ad-heading: ΕΠΙΤΥΧΙΩΝ xyxy=(1148,428,1226,443)
ad-name: Μελισσηνὸς Σπυρίδων, xyxy=(1317,1071,1494,1085)
ad-name: Ζαλικώνου Ν. Κωνσταντίνος xyxy=(1068,1491,1306,1505)
serial-continuation: κρι εἰ νὰ τοῦ εἴπῶ ὅτι πρόκειται, ὄχι περὶ τῆς εὐτυχίας μου, ἀλλοίμονον! ἀλλὰ περὶ τῆς ζωῆς μου, διὰ νὰ χάρω ὁ,τι θέλω, χωρὶς νὰ μοῦ ζητήσῃ ἐξηγήσεις. — Τότε δὲν ἔχω παρὰ νὰ ὑποκύψω, πρὸς τὸ παρὸν τοὐλάχιστον, ὑπέλαβεν ὁ ἰατρός. Βραδύτερον! Μὴ ἐννοεῖτε νὰ κάμετε βραδύτερον; Ὁ θεῖος μου πάντοτε μὲ ἠγάπησε. Τὸ πορτραῖτο τῆς μητρός μου! ... (Ἀκολουθεῖ) xyxy=(568,118,794,257)
serial-chapter: Ι.—ΔΙΑΛΥΣΙΣ xyxy=(404,274,500,290)
ad-footnote: Εἰς τὰς ἐπαρχίας ἀποστέλλονται ἐξηγήσεις καὶ δείγματα. xyxy=(1166,2232,1462,2243)
column-2 xyxy=(348,118,556,2203)
serial-body: Ἀπὸ τῆς καταδίκης τοῦ Φραγκίσκου Σολλ, ἡ ζωὴ τῆς Ἰωσηφίνας δὲν ἦτο ἡ μακρὰ ἀγωνία. Ὅταν, ἔπειτα ἀπὸ τὴν Ἀπεσθωμὲν ἡ ὅποια τὴν κατέλαβε κατὰ τὴν ἀναγνωσιν τῆς καταδικαστικῆς ἀποφάσεως, ἐπανῆλθεν εἰς τὴν οἰκίαν της, ὑποβασταζομένη ὑπὸ τοῦ πατρός της, ἔθεσε νὰ πέσῃ εἰς τὴν κλίνην καὶ ὁ πυρετὸς δὲν τὴν κατέλιπε πλέον. Πυρετὸς ἰσχυρὸς τὸν ὁποῖον τίποτε δὲν ἠδύνατο νὰ καταπνίξῃ, καὶ ὁ ὁποῖος, ἐπὶ ἑβδομάδας, ἐκράτει καθ' ἐκάστην νὰ τὴν ἀρπάσῃ. Ἡ ταπεινὴ φιγοῦρα, ἡ ζηλευτὴ καὶ κάτι ἀφαντασιῶν. Ὁ ἰατρός τῆς ἦτο ὁ δόκτωρ Λαμπτρινός. xyxy=(348,321,556,572)
classified-ad xyxy=(1068,1176,1306,1242)
classifieds-category: Ἰατροί xyxy=(1168,1072,1206,1087)
ad-text: ἰατρὸς ἀπόφοιτος τῆς Πανεπιστημίου καὶ Φθισιατρεῖον τῆς Βιέννης διὰ τὰ νοσήματα τῶν παιδίων. xyxy=(1068,1348,1306,1386)
ad-name: Παναγιώτου Θ. Γεωρ. xyxy=(1317,1219,1485,1233)
ad-body: Τὰ πλέον τελειότερα φωνογράφα μὲ ὅλας τὰς τελειοποιήσεις μὲ δίσκους 3 φωνῶν. xyxy=(1075,1922,1497,1933)
serial-continuation: νὰ σᾶς ἀπογυμνώσῃ, ἴσως διὰ παντός. — Νὰ μὲ ἀπογυμνώσῃς; Καὶ διὰ παντὸς; ἀνέκραξεν ὁ Σολτὼν, ἔχει, Δραγομίρα, ἐλησμόνησες ὅτι εἶπατε πλέον ὅτι ἠμπορεῖ νὰ μὲ ἀπογυμνώσῃ ἡ ... μὲ ὄρτε ... καὶ νὰ σας ὠφελήσῃ. — Δὲν ἐννοοῦσα τὸ ἀπόρρητον μου ἡ ἀξία τῆς... ὁ Σολτὼν εἶναι τὸ ἀπομεῖναν. Καὶ διὰ τὸ τῆς ἐνδείξεως ἡ Δραγομίρα εἶχε καταστήσει τὸ πᾶν. (Ἀκολουθεῖ) xyxy=(806,118,1056,257)
divider xyxy=(806,279,1056,280)
ad-name: Γρέλλης Μαυρίκιος, xyxy=(1068,1346,1208,1360)
ad-line: ΜΠΑΡΜΠΙΑΝΙ ΚΑΙ ΠΛΟΚ ΑΘΗΝΑΙ xyxy=(1189,2129,1439,2145)
ad-text: ἰατρὸς εἰδικὸς νοσημάτων ὀφθαλμῶν τῆς Σχολῆς τῆς Βιέννης. Ὁδὸς Ἀκαδημίας 3—5 1/2—8 μ. μ. xyxy=(1068,1744,1306,1795)
